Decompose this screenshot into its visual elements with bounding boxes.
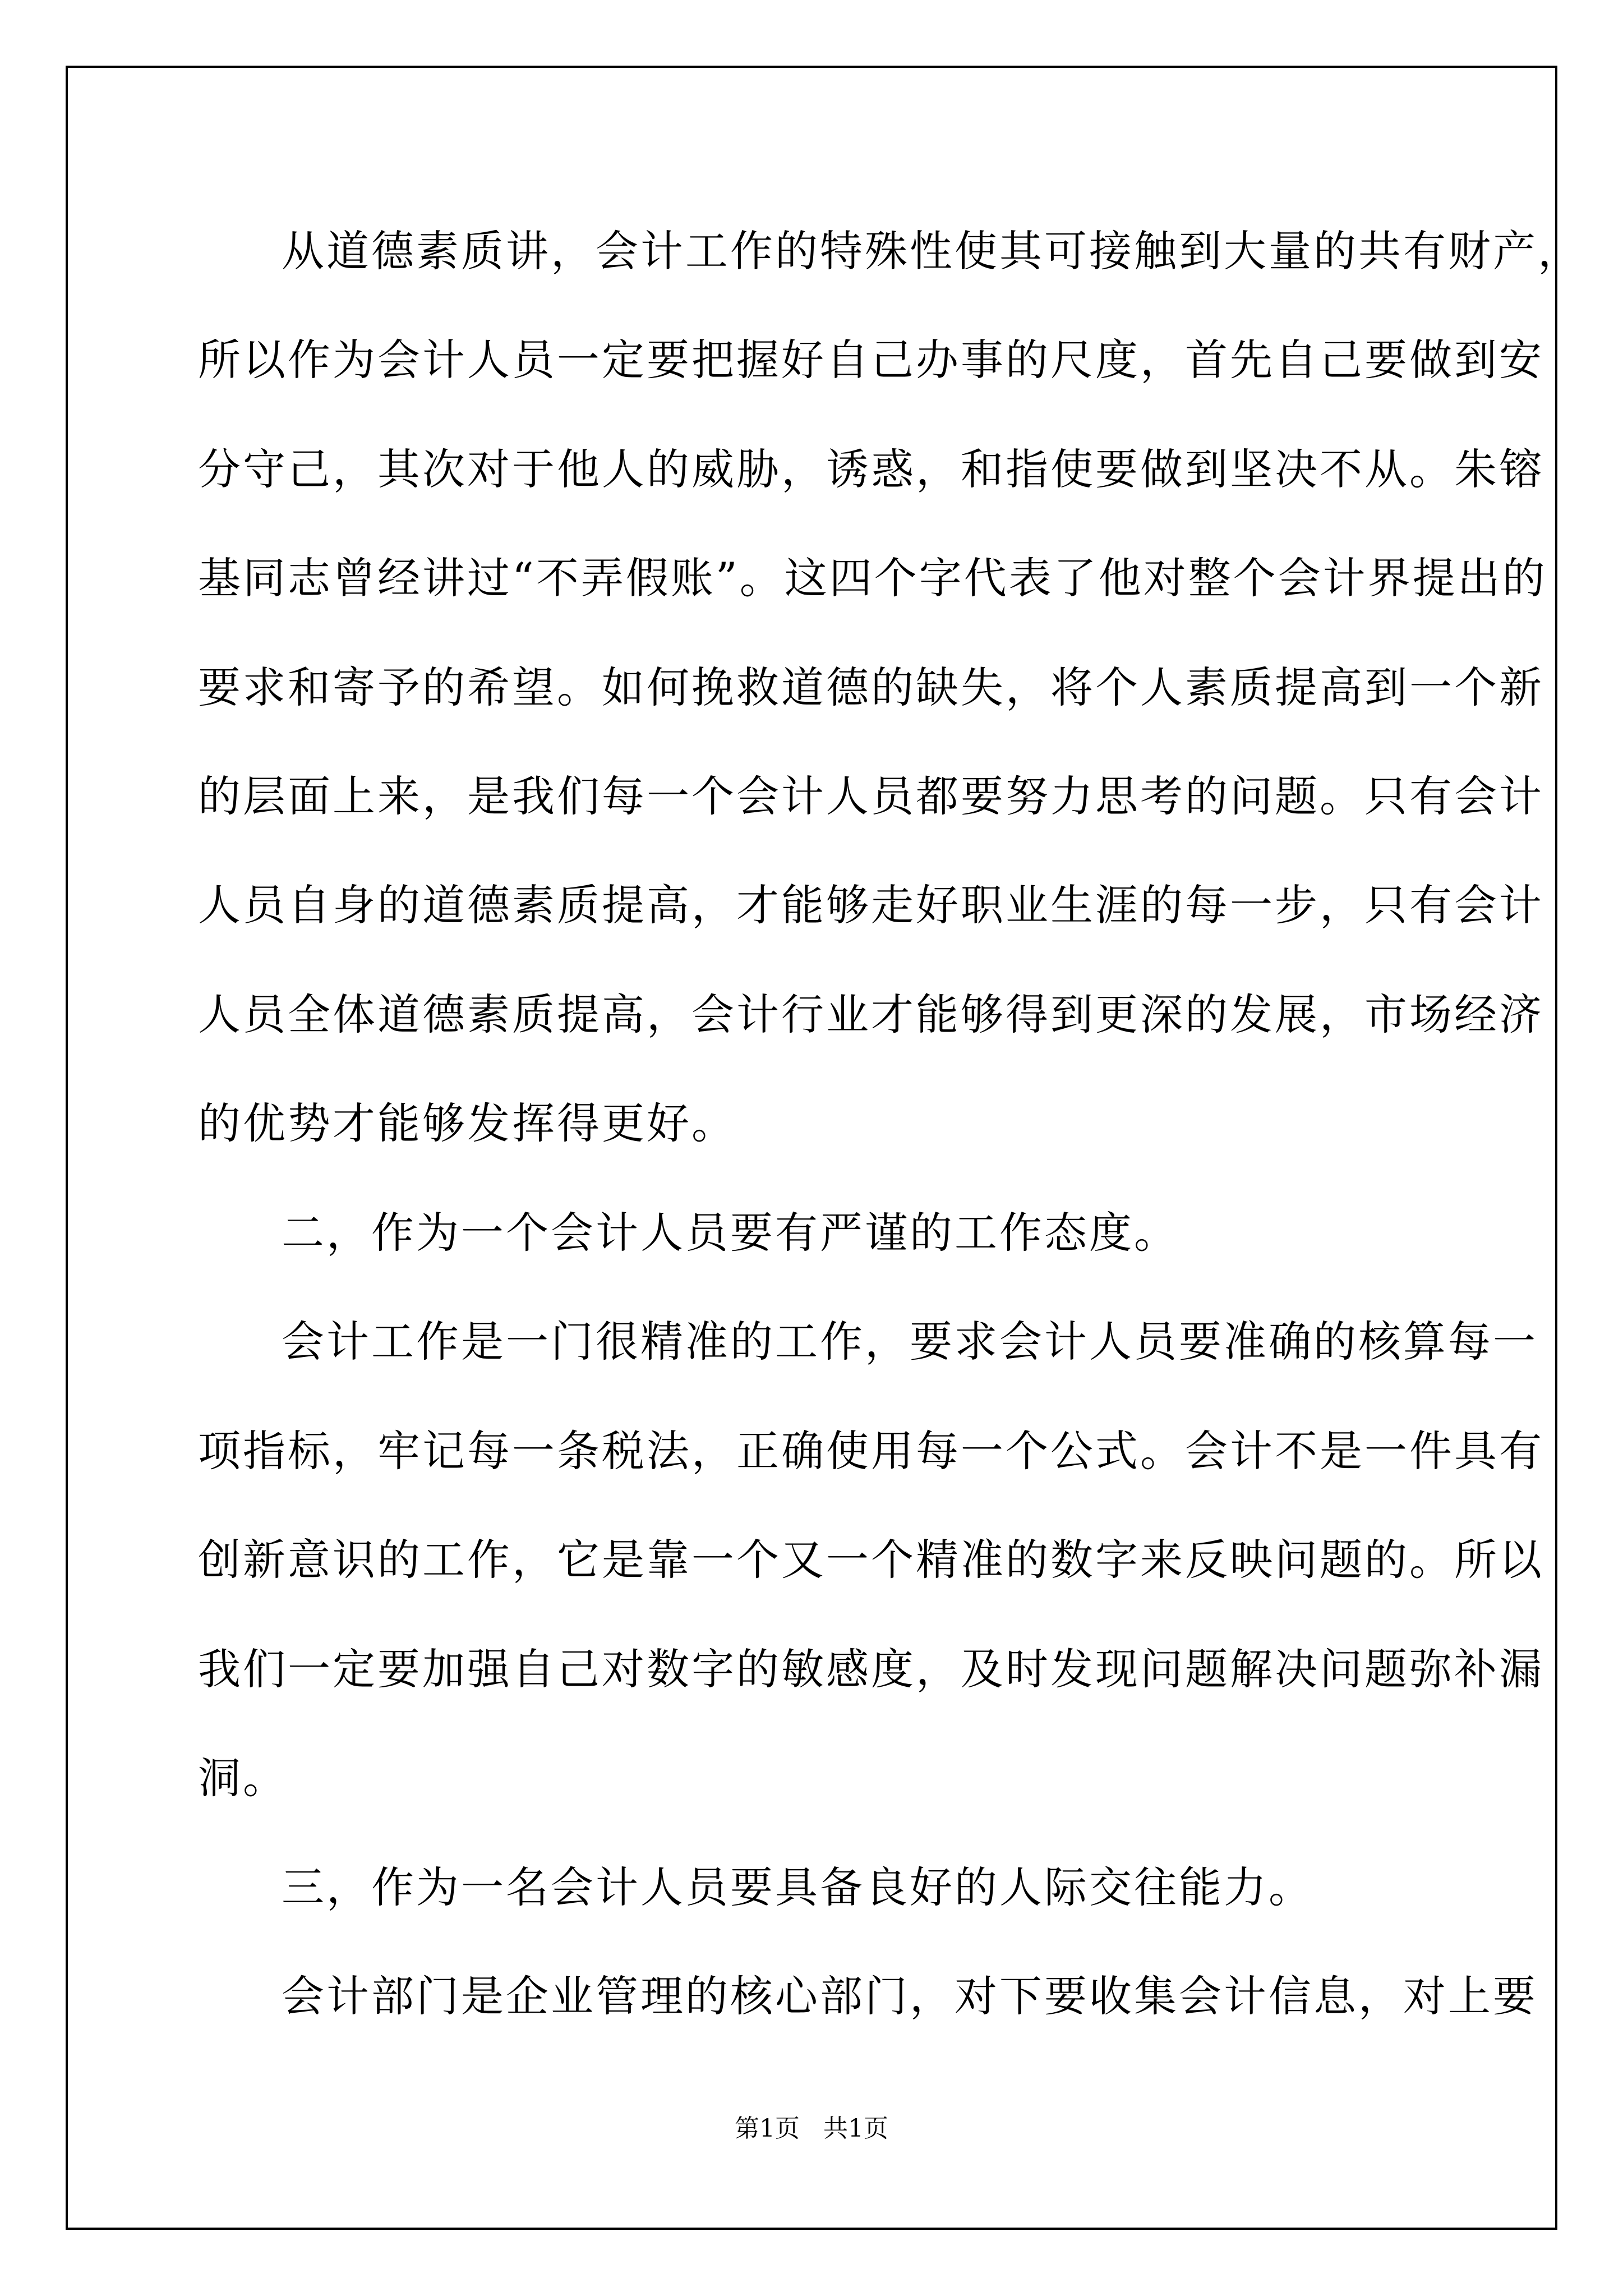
text-line: 我们一定要加强自己对数字的敏感度，及时发现问题解决问题弥补漏 — [198, 1644, 1544, 1694]
text-line: 人员自身的道德素质提高，才能够走好职业生涯的每一步，只有会计 — [198, 880, 1544, 930]
text-line: 创新意识的工作，它是靠一个又一个精准的数字来反映问题的。所以 — [198, 1535, 1544, 1585]
text-line: 要求和寄予的希望。如何挽救道德的缺失，将个人素质提高到一个新 — [198, 662, 1544, 712]
section-heading: 二，作为一个会计人员要有严谨的工作态度。 — [282, 1208, 1179, 1258]
text-line: 的层面上来，是我们每一个会计人员都要努力思考的问题。只有会计 — [198, 771, 1544, 821]
text-line: 会计部门是企业管理的核心部门，对下要收集会计信息，对上要 — [282, 1971, 1538, 2021]
text-line: 从道德素质讲，会计工作的特殊性使其可接触到大量的共有财产， — [282, 226, 1583, 276]
text-line: 分守己，其次对于他人的威胁，诱惑，和指使要做到坚决不从。朱镕 — [198, 444, 1544, 494]
section-heading: 三，作为一名会计人员要具备良好的人际交往能力。 — [282, 1862, 1313, 1912]
text-line: 项指标，牢记每一条税法，正确使用每一个公式。会计不是一件具有 — [198, 1426, 1544, 1476]
page-number-footer: 第1页 共1页 — [735, 2114, 888, 2143]
text-line: 人员全体道德素质提高，会计行业才能够得到更深的发展，市场经济 — [198, 990, 1544, 1039]
text-line: 会计工作是一门很精准的工作，要求会计人员要准确的核算每一 — [282, 1317, 1538, 1366]
text-line: 的优势才能够发挥得更好。 — [198, 1098, 736, 1148]
text-line: 洞。 — [198, 1753, 288, 1803]
text-line: 所以作为会计人员一定要把握好自己办事的尺度，首先自己要做到安 — [198, 335, 1544, 385]
text-line: 基同志曾经讲过“不弄假账”。这四个字代表了他对整个会计界提出的 — [198, 553, 1547, 603]
